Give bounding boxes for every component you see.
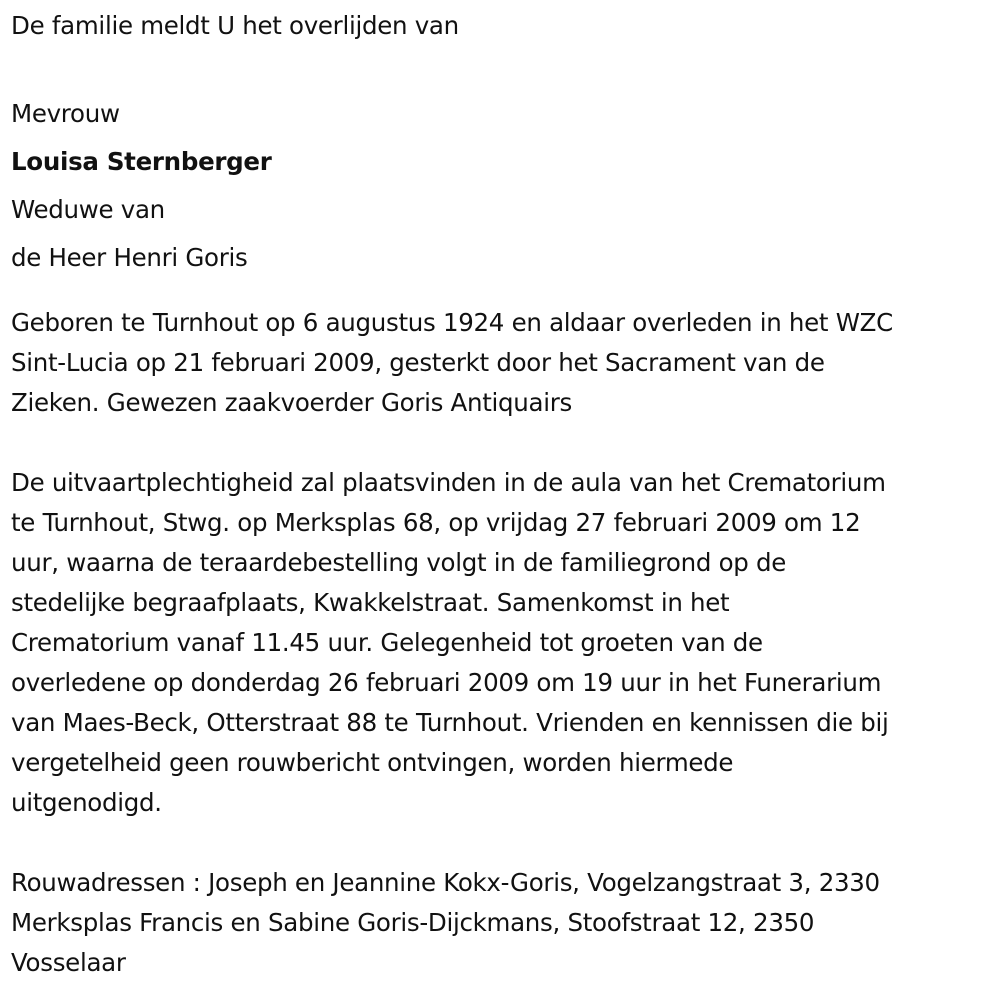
paragraph-line: Vosselaar: [11, 948, 126, 977]
paragraph-line: te Turnhout, Stwg. op Merksplas 68, op vrijdag 27 februari 2009 om 12: [11, 508, 861, 537]
widow-of-label: Weduwe van: [11, 195, 165, 224]
deceased-name: Louisa Sternberger: [11, 147, 272, 176]
salutation: Mevrouw: [11, 99, 120, 128]
paragraph-line: Geboren te Turnhout op 6 augustus 1924 en aldaar overleden in het WZC: [11, 308, 893, 337]
birth-death-paragraph: [11, 303, 996, 423]
intro-text: De familie meldt U het overlijden van: [11, 11, 459, 40]
paragraph-line: Sint-Lucia op 21 februari 2009, gesterkt door het Sacrament van de: [11, 348, 825, 377]
paragraph-line: van Maes-Beck, Otterstraat 88 te Turnhout. Vrienden en kennissen die bij: [11, 708, 889, 737]
paragraph-line: overledene op donderdag 26 februari 2009 om 19 uur in het Funerarium: [11, 668, 882, 697]
spacer: [11, 423, 996, 463]
paragraph-line: Rouwadressen : Joseph en Jeannine Kokx-Goris, Vogelzangstraat 3, 2330: [11, 868, 880, 897]
paragraph-line: stedelijke begraafplaats, Kwakkelstraat. Samenkomst in het: [11, 588, 730, 617]
funeral-paragraph: [11, 463, 996, 823]
paragraph-line: Crematorium vanaf 11.45 uur. Gelegenheid tot groeten van de: [11, 628, 763, 657]
paragraph-line: De uitvaartplechtigheid zal plaatsvinden in de aula van het Crematorium: [11, 468, 886, 497]
paragraph-line: Merksplas Francis en Sabine Goris-Dijckmans, Stoofstraat 12, 2350: [11, 908, 815, 937]
paragraph-line: uitgenodigd.: [11, 788, 162, 817]
paragraph-line: vergetelheid geen rouwbericht ontvingen, worden hiermede: [11, 748, 734, 777]
paragraph-line: Zieken. Gewezen zaakvoerder Goris Antiquairs: [11, 388, 572, 417]
spacer: [11, 823, 996, 863]
obituary-notice: [11, 6, 996, 983]
spacer: [11, 54, 996, 94]
spouse-name: de Heer Henri Goris: [11, 243, 248, 272]
paragraph-line: uur, waarna de teraardebestelling volgt in de familiegrond op de: [11, 548, 787, 577]
addresses-paragraph: [11, 863, 996, 983]
spacer: [11, 286, 996, 303]
